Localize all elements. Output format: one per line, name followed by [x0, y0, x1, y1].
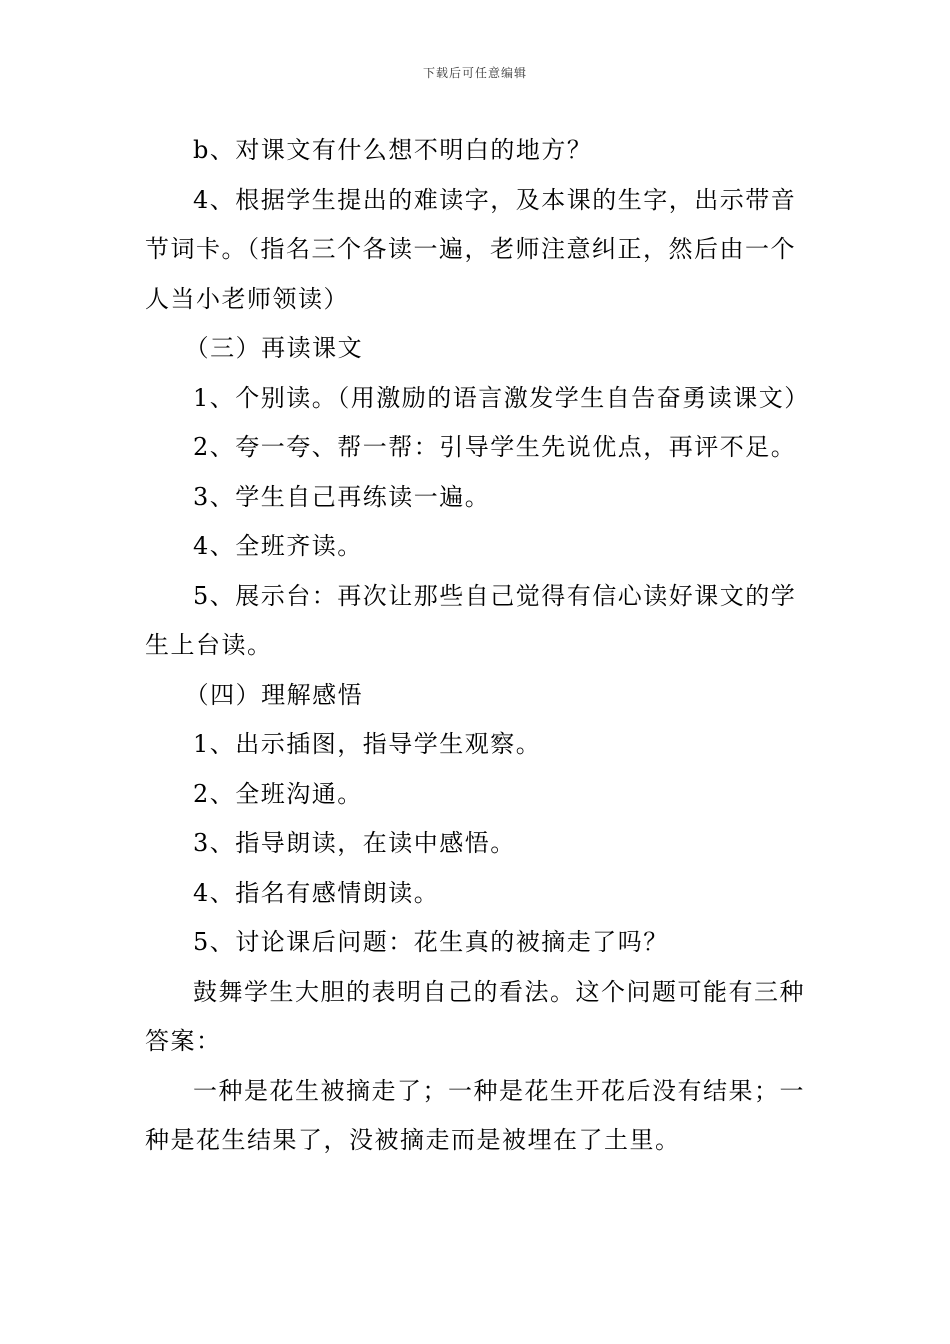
- paragraph-praise-help: 2、夸一夸、帮一帮：引导学生先说优点，再评不足。: [193, 433, 797, 461]
- page-header-note: 下载后可任意编辑: [422, 66, 527, 80]
- paragraph-illustration: 1、出示插图，指导学生观察。: [193, 730, 542, 758]
- paragraph-class-discussion: 2、全班沟通。: [193, 779, 363, 808]
- paragraph-self-practice: 3、学生自己再练读一遍。: [193, 482, 491, 511]
- paragraph-individual-reading: 1、个别读。（用激励的语言激发学生自告奋勇读课文）: [193, 383, 810, 412]
- paragraph-class-reading: 4、全班齐读。: [193, 532, 363, 560]
- paragraph-encourage-opinions: 鼓舞学生大胆的表明自己的看法。这个问题可能有三种答案：: [145, 977, 805, 1055]
- paragraph-question-b: b、对课文有什么想不明白的地方？: [193, 136, 593, 164]
- paragraph-guided-reading: 3、指导朗读，在读中感悟。: [193, 829, 516, 857]
- paragraph-three-answers: 一种是花生被摘走了；一种是花生开花后没有结果；一种是花生结果了，没被摘走而是被埋在了土里。: [145, 1076, 805, 1154]
- paragraph-showcase: 5、展示台：再次让那些自己觉得有信心读好课文的学生上台读。: [145, 581, 797, 659]
- document-body: [145, 126, 810, 1166]
- paragraph-discussion-question: 5、讨论课后问题：花生真的被摘走了吗？: [193, 928, 669, 956]
- paragraph-step-4-word-cards: 4、根据学生提出的难读字，及本课的生字，出示带音节词卡。（指名三个各读一遍，老师注意纠正，然后由一个人当小老师领读）: [145, 185, 797, 313]
- paragraph-emotional-reading: 4、指名有感情朗读。: [193, 878, 440, 907]
- section-heading-reread: （三）再读课文: [184, 334, 364, 362]
- section-heading-understanding: （四）理解感悟: [184, 680, 364, 709]
